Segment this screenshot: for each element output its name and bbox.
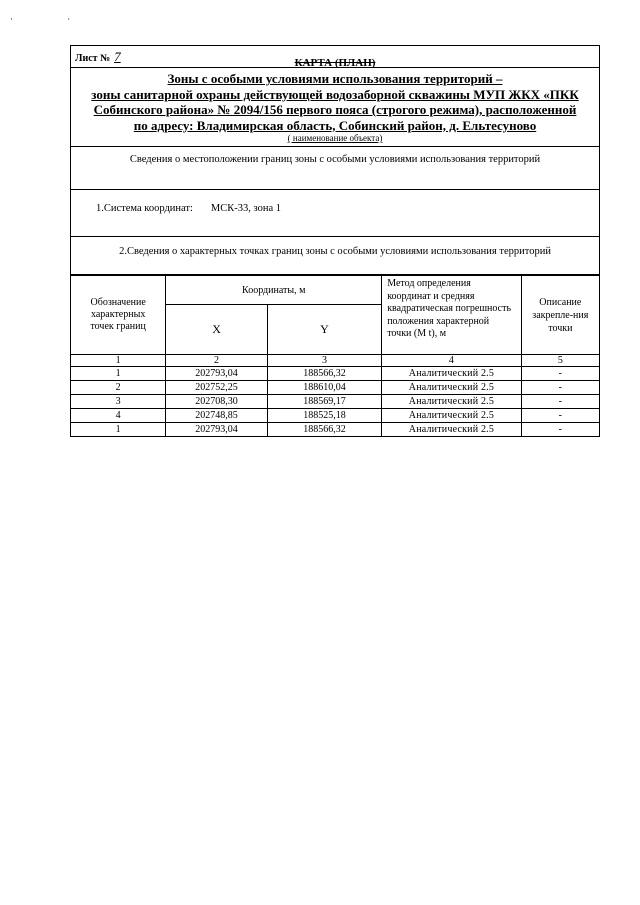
table-row bbox=[71, 381, 599, 395]
sheet-label-text: Лист № bbox=[75, 53, 111, 64]
coord-y: 188525,18 bbox=[267, 409, 381, 423]
points-heading: 2.Сведения о характерных точках границ зоны с особыми условиями использования территорий bbox=[71, 237, 599, 275]
point-id: 2 bbox=[71, 381, 166, 395]
description: - bbox=[521, 423, 599, 437]
object-title-line-1: Зоны с особыми условиями использования территорий – bbox=[167, 71, 503, 86]
point-id: 1 bbox=[71, 367, 166, 381]
sheet-number: 7 bbox=[114, 49, 121, 64]
method: Аналитический 2.5 bbox=[382, 381, 521, 395]
index-cell: 3 bbox=[267, 355, 381, 367]
sheet-header bbox=[71, 46, 599, 68]
coord-x: 202793,04 bbox=[166, 423, 268, 437]
table-row bbox=[71, 409, 599, 423]
coordinate-system-value: МСК-33, зона 1 bbox=[210, 203, 282, 214]
index-cell: 2 bbox=[166, 355, 268, 367]
method: Аналитический 2.5 bbox=[382, 395, 521, 409]
header-method: Метод определения координат и средняя квадратическая погрешность положения характерной точки (М t), м bbox=[382, 276, 521, 355]
table-row bbox=[71, 395, 599, 409]
object-title-block bbox=[71, 68, 599, 147]
coord-x: 202793,04 bbox=[166, 367, 268, 381]
table-row bbox=[71, 423, 599, 437]
coord-y: 188569,17 bbox=[267, 395, 381, 409]
points-table bbox=[71, 275, 599, 436]
header-coordinates: Координаты, м bbox=[166, 276, 382, 305]
object-title-line-3: Собинского района» № 2094/156 первого пояса (строгого режима), расположенной bbox=[93, 102, 577, 117]
header-description: Описание закрепле-ния точки bbox=[521, 276, 599, 355]
index-row bbox=[71, 355, 599, 367]
index-cell: 4 bbox=[382, 355, 521, 367]
point-id: 1 bbox=[71, 423, 166, 437]
method: Аналитический 2.5 bbox=[382, 409, 521, 423]
document-frame bbox=[70, 45, 600, 437]
index-cell: 1 bbox=[71, 355, 166, 367]
point-id: 4 bbox=[71, 409, 166, 423]
coord-x: 202708,30 bbox=[166, 395, 268, 409]
coord-y: 188610,04 bbox=[267, 381, 381, 395]
plan-title: КАРТА (ПЛАН) bbox=[294, 57, 376, 69]
method: Аналитический 2.5 bbox=[382, 423, 521, 437]
object-title-caption: ( наименование объекта) bbox=[287, 133, 383, 143]
method: Аналитический 2.5 bbox=[382, 367, 521, 381]
object-title-line-2: зоны санитарной охраны действующей водозаборной скважины МУП ЖКХ «ПКК bbox=[91, 86, 579, 102]
index-cell: 5 bbox=[521, 355, 599, 367]
header-point: Обозначение характерных точек границ bbox=[71, 276, 166, 355]
header-x: X bbox=[166, 305, 268, 355]
coord-y: 188566,32 bbox=[267, 423, 381, 437]
coord-x: 202752,25 bbox=[166, 381, 268, 395]
coordinate-system-label: 1.Система координат: bbox=[96, 203, 193, 214]
coordinate-system bbox=[71, 190, 599, 237]
scan-marks: · · bbox=[10, 14, 97, 24]
coord-x: 202748,85 bbox=[166, 409, 268, 423]
object-title-line-4: по адресу: Владимирская область, Собинский район, д. Ельтесуново bbox=[133, 117, 537, 133]
description: - bbox=[521, 409, 599, 423]
point-id: 3 bbox=[71, 395, 166, 409]
coord-y: 188566,32 bbox=[267, 367, 381, 381]
location-heading: Сведения о местоположении границ зоны с особыми условиями использования территорий bbox=[71, 147, 599, 190]
table-row bbox=[71, 367, 599, 381]
description: - bbox=[521, 395, 599, 409]
header-y: Y bbox=[267, 305, 381, 355]
description: - bbox=[521, 367, 599, 381]
description: - bbox=[521, 381, 599, 395]
